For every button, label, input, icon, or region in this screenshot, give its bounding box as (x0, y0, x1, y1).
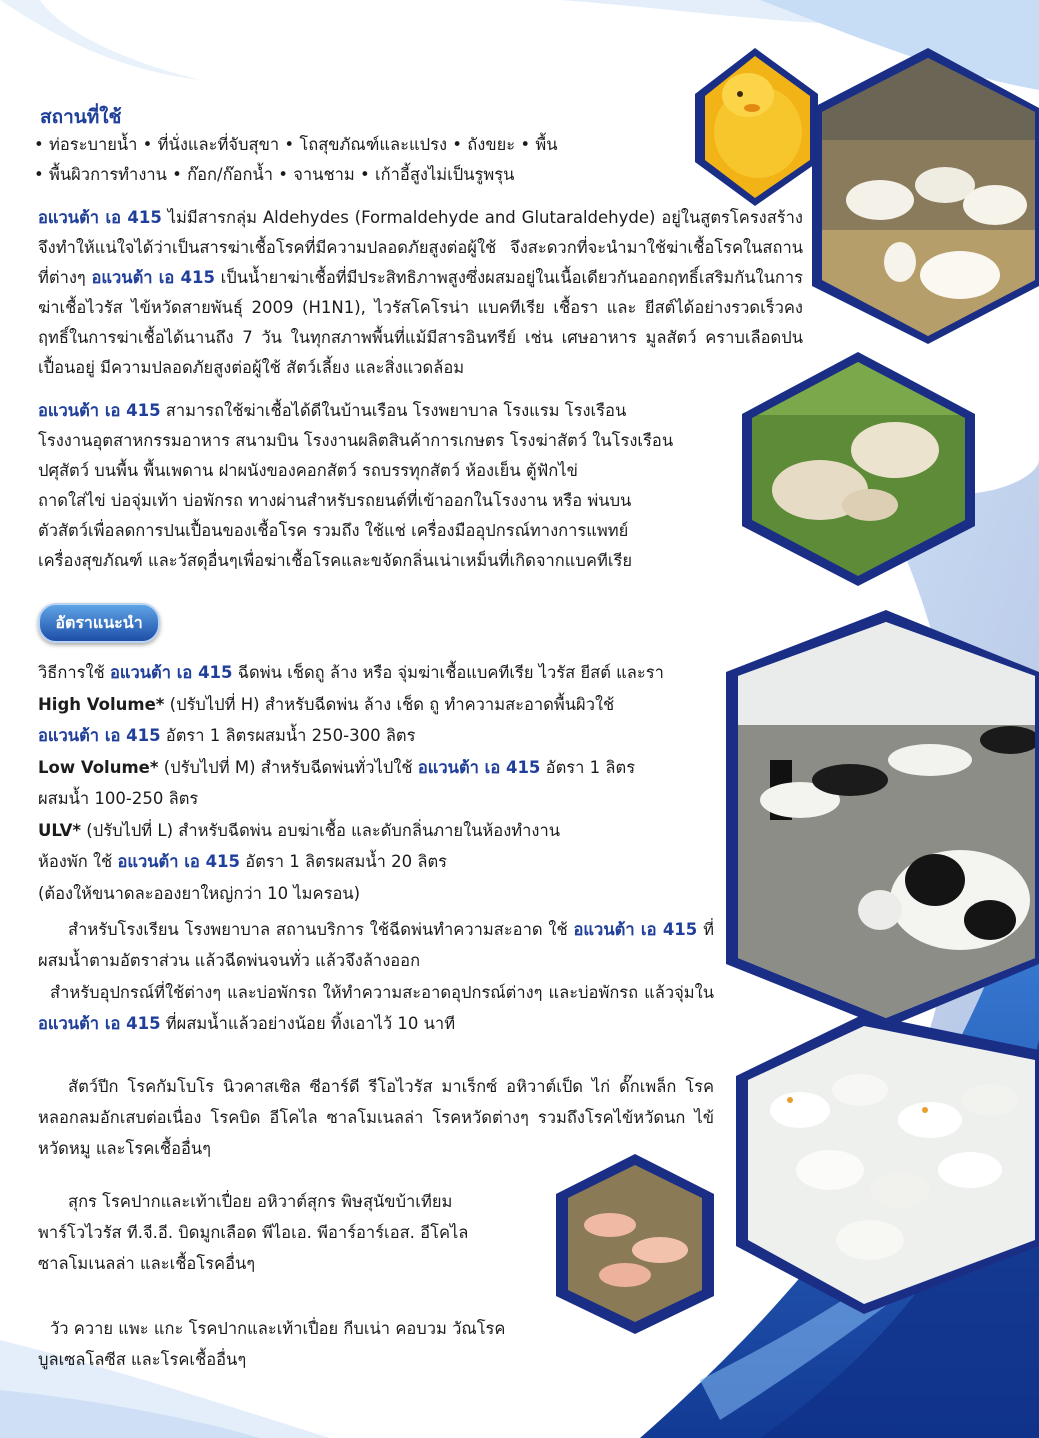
school-text-2: ที่ผสมน้ำตามอัตราส่วน แล้วฉีดพ่นจนทั่ว แล้วจึงล้างออก (38, 920, 714, 970)
dosage-method-label: วิธีการใช้ (38, 663, 110, 682)
brand-name: อแวนต้า เอ 415 (91, 268, 215, 287)
duckling-photo (700, 50, 820, 210)
high-volume-text: (ปรับไปที่ H) สำหรับฉีดพ่น ล้าง เช็ด ถู ทำความสะอาดพื้นผิวใช้ (164, 694, 615, 714)
applications-line-4: ถาดใส่ไข่ บ่อจุ่มเท้า บ่อพักรถ ทางผ่านสำหรับรถยนต์ที่เข้าออกในโรงงาน หรือ พ่นบน (38, 491, 632, 510)
brand-name: อแวนต้า เอ 415 (117, 852, 241, 871)
dosage-section (38, 657, 718, 909)
ulv-rate: อัตรา 1 ลิตรผสมน้ำ 20 ลิตร (240, 852, 448, 871)
brand-name: อแวนต้า เอ 415 (38, 401, 161, 420)
applications-line-6: เครื่องสุขภัณฑ์ และวัสดุอื่นๆเพื่อฆ่าเชื้อโรคและขจัดกลิ่นเน่าเหม็นที่เกิดจากแบคทีเรีย (38, 551, 632, 570)
school-paragraph (38, 914, 714, 976)
applications-line-1: สามารถใช้ฆ่าเชื้อได้ดีในบ้านเรือน โรงพยาบาล โรงแรม โรงเรือน (160, 401, 627, 420)
applications-line-3: ปศุสัตว์ บนพื้น พื้นเพดาน ฝาผนังของคอกสัตว์ รถบรรทุกสัตว์ ห้องเย็น ตู้ฟักไข่ (38, 461, 578, 480)
applications-line-2: โรงงานอุตสาหกรรมอาหาร สนามบิน โรงงานผลิตสินค้าการเกษตร โรงฆ่าสัตว์ ในโรงเรือน (38, 431, 674, 450)
usage-list (34, 130, 674, 190)
low-volume-rate: อัตรา 1 ลิตร (540, 757, 636, 777)
swine-line-2: พาร์โวไวรัส ที.จี.อี. บิดมูกเลือด พีไอเอ. พีอาร์อาร์เอส. อีโคไล (38, 1223, 469, 1242)
high-volume-label: High Volume* (38, 694, 165, 714)
swine-line-1: สุกร โรคปากและเท้าเปื่อย อหิวาต์สุกร พิษสุนัขบ้าเทียม (68, 1192, 453, 1211)
ulv-note: (ต้องให้ขนาดละอองยาใหญ่กว่า 10 ไมครอน) (38, 883, 361, 903)
low-volume-text: (ปรับไปที่ M) สำหรับฉีดพ่นทั่วไปใช้ (158, 757, 418, 777)
usage-line-2: • พื้นผิวการทำงาน • ก๊อก/ก๊อกน้ำ • จานชาม • เก้าอี้สูงไม่เป็นรูพรุน (34, 165, 515, 184)
intro-paragraph (38, 203, 803, 383)
ulv-label: ULV* (38, 820, 82, 840)
equipment-text-1: สำหรับอุปกรณ์ที่ใช้ต่างๆ และบ่อพักรถ ให้ทำความสะอาดอุปกรณ์ต่างๆ และบ่อพักรถ แล้วจุ่มใน (50, 983, 714, 1002)
usage-heading: สถานที่ใช้ (40, 106, 122, 128)
poultry-diseases (38, 1071, 714, 1164)
poultry-diseases-text: สัตว์ปีก โรคกัมโบโร นิวคาสเซิล ซีอาร์ดี รีโอไวรัส มาเร็กซ์ อหิวาต์เป็ด ไก่ ดั๊กเพล็ก โรคหลอกลมอักเสบต่อเนื่อง โรคบิด อีโคไล ซาลโมเนลล่า โรคหวัดต่างๆ รวมถึงโรคไข้หวัดนก ไข้หวัดหมู และโรคเชื้ออื่นๆ (38, 1077, 714, 1158)
equipment-text-2: ที่ผสมน้ำแล้วอย่างน้อย ทิ้งเอาไว้ 10 นาที (160, 1014, 456, 1033)
brand-name: อแวนต้า เอ 415 (38, 208, 162, 227)
brand-name: อแวนต้า เอ 415 (573, 920, 698, 939)
brand-name: อแวนต้า เอ 415 (38, 726, 161, 745)
brand-name: อแวนต้า เอ 415 (109, 663, 233, 682)
ulv-text-2: ห้องพัก ใช้ (38, 852, 118, 871)
school-text-1: สำหรับโรงเรียน โรงพยาบาล สถานบริการ ใช้ฉีดพ่นทำความสะอาด ใช้ (68, 920, 574, 939)
recommended-rate-badge: อัตราแนะนำ (38, 603, 160, 643)
dosage-method-text: ฉีดพ่น เช็ดถู ล้าง หรือ จุ่มฆ่าเชื้อแบคทีเรีย ไวรัส ยีสต์ และรา (232, 663, 664, 682)
dairy-cows-photo (730, 615, 1039, 1025)
applications-line-5: ตัวสัตว์เพื่อลดการปนเปื้อนของเชื้อโรค รวมถึง ใช้แช่ เครื่องมืออุปกรณ์ทางการแพทย์ (38, 521, 629, 540)
cattle-line-1: วัว ควาย แพะ แกะ โรคปากและเท้าเปื่อย กีบเน่า คอบวม วัณโรค (50, 1319, 506, 1338)
intro-text-1: ไม่มีสารกลุ่ม Aldehydes (Formaldehyde and Glutaraldehyde) อยู่ในสูตรโครงสร้าง จึงทำให้แน่ใจได้ว่าเป็นสารฆ่าเชื้อโรคที่มีความปลอดภัยสูงต่อผู้ใช้ จึงสะดวกที่จะนำมาใช้ฆ่าเชื้อโรคในสถานที่ต่างๆ (38, 208, 803, 287)
brand-name: อแวนต้า เอ 415 (38, 1014, 161, 1033)
low-volume-rate-2: ผสมน้ำ 100-250 ลิตร (38, 789, 199, 808)
cattle-diseases (38, 1313, 558, 1375)
low-volume-label: Low Volume* (38, 757, 159, 777)
applications-paragraph (38, 396, 738, 576)
ulv-text: (ปรับไปที่ L) สำหรับฉีดพ่น อบฆ่าเชื้อ และดับกลิ่นภายในห้องทำงาน (81, 820, 561, 840)
usage-line-1: • ท่อระบายน้ำ • ที่นั่งและที่จับสุขา • โถสุขภัณฑ์และแปรง • ถังขยะ • พื้น (34, 135, 558, 154)
brand-name: อแวนต้า เอ 415 (417, 757, 541, 777)
cattle-line-2: บูลเซลโลซีส และโรคเชื้ออื่นๆ (38, 1350, 247, 1369)
equipment-paragraph (38, 977, 714, 1039)
high-volume-rate: อัตรา 1 ลิตรผสมน้ำ 250-300 ลิตร (160, 726, 416, 745)
intro-text-2: เป็นน้ำยาฆ่าเชื้อที่มีประสิทธิภาพสูงซึ่งผสมอยู่ในเนื้อเดียวกันออกฤทธิ์เสริมกันในการฆ่าเชื้อไวรัส ไข้หวัดสายพันธุ์ 2009 (H1N1), ไวรัสโคโรน่า แบคทีเรีย เชื้อรา และ ยีสต์ได้อย่างรวดเร็วคงฤทธิ์ในการฆ่าเชื้อได้นานถึง 7 วัน ในทุกสภาพพื้นที่แม้มีสารอินทรีย์ เช่น เศษอาหาร มูลสัตว์ คราบเลือดปนเปื้อนอยู่ มีความปลอดภัยสูงต่อผู้ใช้ สัตว์เลี้ยง และสิ่งแวดล้อม (38, 268, 803, 377)
swine-diseases (38, 1186, 558, 1279)
swine-line-3: ซาลโมเนลล่า และเชื้อโรคอื่นๆ (38, 1254, 256, 1273)
